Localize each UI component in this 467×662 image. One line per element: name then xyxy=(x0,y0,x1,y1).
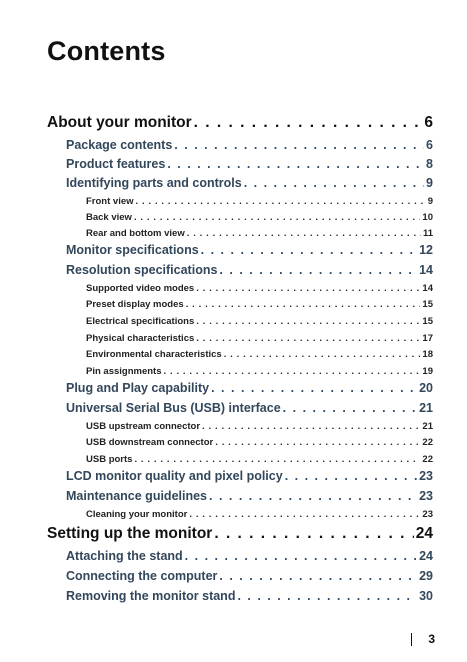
toc-dot-leader xyxy=(201,243,417,257)
toc-entry-title: USB downstream connector xyxy=(86,437,214,448)
toc-dot-leader xyxy=(244,176,424,190)
toc-entry-title: Product features xyxy=(66,157,166,171)
toc-entry-page: 21 xyxy=(419,401,433,415)
toc-entry-page: 12 xyxy=(419,243,433,257)
toc-entry-maintenance-guidelines[interactable] xyxy=(66,489,433,503)
toc-dot-leader xyxy=(167,157,424,171)
toc-dot-leader xyxy=(136,196,426,207)
toc-entry-title: Connecting the computer xyxy=(66,569,218,583)
toc-dot-leader xyxy=(196,333,420,344)
toc-entry-supported-video-modes[interactable] xyxy=(86,283,433,294)
toc-dot-leader xyxy=(187,228,421,239)
toc-entry-usb-upstream-connector[interactable] xyxy=(86,421,433,432)
toc-entry-title: Supported video modes xyxy=(86,283,195,294)
toc-entry-page: 23 xyxy=(422,509,433,520)
toc-dot-leader xyxy=(214,525,413,543)
toc-entry-title: Removing the monitor stand xyxy=(66,589,236,603)
toc-entry-pin-assignments[interactable] xyxy=(86,366,433,377)
toc-entry-page: 6 xyxy=(424,114,433,131)
toc-dot-leader xyxy=(219,263,417,277)
toc-entry-usb-downstream-connector[interactable] xyxy=(86,437,433,448)
toc-dot-leader xyxy=(202,421,420,432)
toc-entry-title: Maintenance guidelines xyxy=(66,489,208,503)
toc-entry-usb-ports[interactable] xyxy=(86,454,433,465)
toc-entry-electrical-specifications[interactable] xyxy=(86,316,433,327)
toc-entry-removing-the-monitor-stand[interactable] xyxy=(66,589,433,603)
toc-dot-leader xyxy=(189,509,420,520)
toc-entry-front-view[interactable] xyxy=(86,196,433,207)
toc-entry-page: 29 xyxy=(419,569,433,583)
toc-entry-title: Electrical specifications xyxy=(86,316,195,327)
toc-entry-title: Plug and Play capability xyxy=(66,381,210,395)
toc-entry-preset-display-modes[interactable] xyxy=(86,299,433,310)
toc-entry-page: 15 xyxy=(422,316,433,327)
toc-dot-leader xyxy=(196,316,420,327)
toc-entry-attaching-the-stand[interactable] xyxy=(66,549,433,563)
toc-dot-leader xyxy=(134,212,420,223)
toc-entry-page: 18 xyxy=(422,349,433,360)
toc-entry-page: 14 xyxy=(419,263,433,277)
page-title: Contents xyxy=(47,36,166,66)
toc-dot-leader xyxy=(285,469,417,483)
toc-entry-resolution-specifications[interactable] xyxy=(66,263,433,277)
toc-entry-page: 21 xyxy=(422,421,433,432)
toc-entry-page: 15 xyxy=(422,299,433,310)
toc-entry-page: 8 xyxy=(426,157,433,171)
toc-entry-title: Back view xyxy=(86,212,132,223)
toc-dot-leader xyxy=(237,589,417,603)
page-footer xyxy=(411,632,435,646)
toc-entry-page: 19 xyxy=(422,366,433,377)
toc-dot-leader xyxy=(211,381,417,395)
toc-entry-title: Physical characteristics xyxy=(86,333,195,344)
toc-entry-cleaning-your-monitor[interactable] xyxy=(86,509,433,520)
toc-entry-page: 11 xyxy=(422,228,433,239)
toc-entry-page: 10 xyxy=(422,212,433,223)
toc-entry-setting-up-the-monitor[interactable] xyxy=(47,525,433,543)
footer-divider xyxy=(411,633,412,646)
toc-entry-physical-characteristics[interactable] xyxy=(86,333,433,344)
toc-entry-page: 24 xyxy=(419,549,433,563)
toc-dot-leader xyxy=(134,454,420,465)
toc-entry-back-view[interactable] xyxy=(86,212,433,223)
toc-entry-page: 23 xyxy=(419,469,433,483)
toc-entry-page: 24 xyxy=(415,525,433,542)
toc-dot-leader xyxy=(185,549,417,563)
toc-dot-leader xyxy=(194,114,423,132)
toc-entry-title: Pin assignments xyxy=(86,366,162,377)
toc-dot-leader xyxy=(174,138,424,152)
toc-dot-leader xyxy=(215,437,420,448)
toc-entry-title: Cleaning your monitor xyxy=(86,509,188,520)
toc-dot-leader xyxy=(283,401,417,415)
toc-entry-title: Identifying parts and controls xyxy=(66,176,242,190)
toc-entry-rear-bottom-view[interactable] xyxy=(86,228,433,239)
toc-entry-title: USB upstream connector xyxy=(86,421,201,432)
toc-entry-title: Environmental characteristics xyxy=(86,349,222,360)
toc-entry-environmental-characteristics[interactable] xyxy=(86,349,433,360)
toc-dot-leader xyxy=(219,569,417,583)
toc-entry-title: LCD monitor quality and pixel policy xyxy=(66,469,283,483)
toc-entry-page: 20 xyxy=(419,381,433,395)
toc-entry-product-features[interactable] xyxy=(66,157,433,171)
toc-entry-usb-interface[interactable] xyxy=(66,401,433,415)
toc-entry-page: 22 xyxy=(422,454,433,465)
toc-entry-title: Universal Serial Bus (USB) interface xyxy=(66,401,281,415)
toc-dot-leader xyxy=(196,283,420,294)
toc-entry-page: 14 xyxy=(422,283,433,294)
toc-entry-page: 22 xyxy=(422,437,433,448)
toc-entry-title: Resolution specifications xyxy=(66,263,218,277)
toc-entry-lcd-pixel-policy[interactable] xyxy=(66,469,433,483)
toc-entry-connecting-the-computer[interactable] xyxy=(66,569,433,583)
toc-entry-title: Package contents xyxy=(66,138,173,152)
toc-entry-title: USB ports xyxy=(86,454,133,465)
toc-entry-page: 9 xyxy=(427,196,433,207)
toc-entry-plug-and-play[interactable] xyxy=(66,381,433,395)
toc-dot-leader xyxy=(186,299,421,310)
toc-entry-page: 6 xyxy=(426,138,433,152)
page-number: 3 xyxy=(428,632,435,646)
toc-entry-title: Rear and bottom view xyxy=(86,228,185,239)
toc-entry-title: Front view xyxy=(86,196,134,207)
toc-entry-page: 9 xyxy=(426,176,433,190)
toc-entry-monitor-specifications[interactable] xyxy=(66,243,433,257)
toc-dot-leader xyxy=(209,489,417,503)
toc-entry-title: Preset display modes xyxy=(86,299,184,310)
toc-dot-leader xyxy=(224,349,421,360)
toc-entry-title: Setting up the monitor xyxy=(47,525,213,542)
toc-dot-leader xyxy=(164,366,421,377)
toc-entry-title: Monitor specifications xyxy=(66,243,199,257)
toc-entry-page: 30 xyxy=(419,589,433,603)
toc-entry-title: About your monitor xyxy=(47,114,192,131)
toc-entry-about-your-monitor[interactable] xyxy=(47,114,433,132)
toc-entry-page: 17 xyxy=(422,333,433,344)
toc-entry-page: 23 xyxy=(419,489,433,503)
toc-entry-identifying-parts[interactable] xyxy=(66,176,433,190)
toc-entry-title: Attaching the stand xyxy=(66,549,183,563)
toc-entry-package-contents[interactable] xyxy=(66,138,433,152)
